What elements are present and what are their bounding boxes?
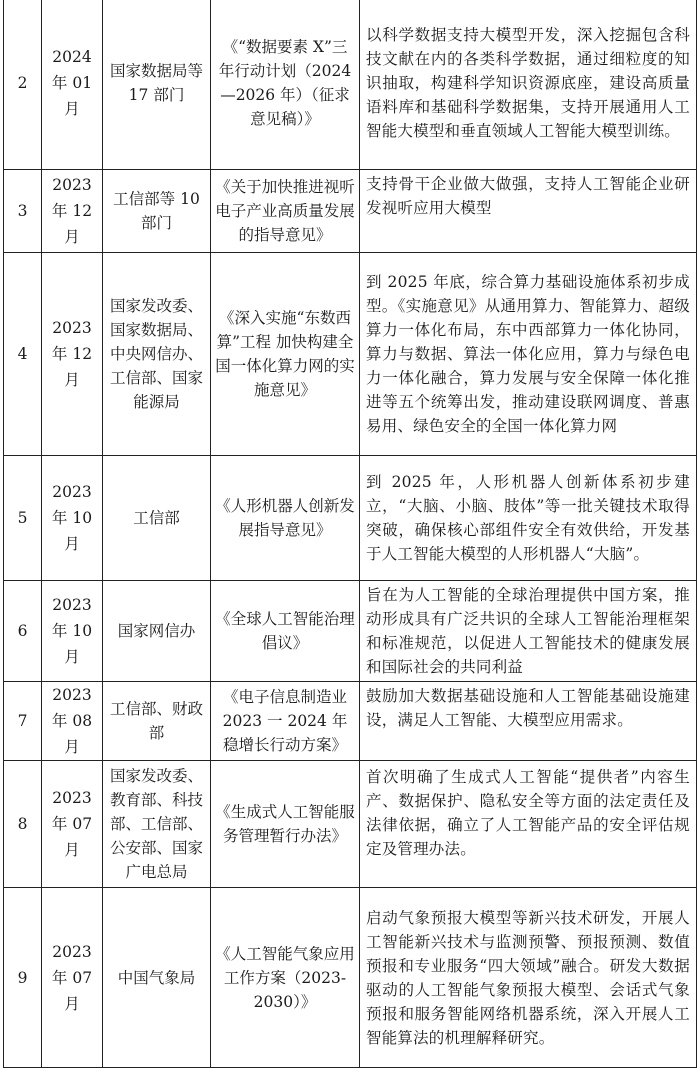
policy-title-cell [211, 761, 360, 888]
date-suffix: 月 [64, 228, 80, 246]
department: 工信部等 10 部门 [113, 190, 200, 232]
date-cell [42, 682, 103, 761]
description-cell [360, 761, 697, 888]
department-cell [103, 888, 211, 1068]
date-month: 年 10 [51, 622, 93, 640]
description: 启动气象预报大模型等新兴技术研发，开展人工智能新兴技术与监测预警、预报预测、数值预报和专业服务“四大领域”融合。研发大数据驱动的人工智能气象预报大模型、会话式气象预报和服务智能网络机器系统，深入开展人工智能算法的机理解释研究。 [366, 908, 690, 1047]
date-suffix: 月 [64, 371, 80, 389]
row-number-cell [4, 761, 42, 888]
date-year: 2023 [52, 789, 92, 807]
row-number: 4 [17, 345, 28, 363]
date-year: 2024 [52, 48, 92, 66]
date-cell [42, 761, 103, 888]
department: 工信部、财政部 [109, 700, 203, 742]
description: 到 2025 年底，综合算力基础设施体系初步成型。《实施意见》从通用算力、智能算力、超级算力一体化布局，东中西部算力一体化协同，算力与数据、算法一体化应用，算力与绿色电力一体化融合，算力发展与安全保障一体化推进等五个统筹出发，推动建设联网调度、普惠易用、绿色安全的全国一体化算力网 [366, 273, 690, 435]
row-number-cell [4, 456, 42, 581]
row-number: 6 [17, 622, 28, 640]
date-cell [42, 581, 103, 682]
date-year: 2023 [52, 686, 92, 704]
date-month: 年 07 [51, 968, 93, 987]
row-number: 2 [17, 74, 28, 92]
policy-title-cell [211, 170, 360, 253]
policy-title: 《生成式人工智能服务管理暂行办法》 [215, 803, 355, 845]
policy-title: 《人形机器人创新发展指导意见》 [215, 497, 355, 539]
table-row [4, 170, 697, 253]
department: 国家发改委、教育部、科技部、工信部、公安部、国家广电总局 [109, 767, 203, 881]
policy-title-cell [211, 682, 360, 761]
table-row [4, 581, 697, 682]
policy-title: 《全球人工智能治理倡议》 [215, 610, 355, 652]
description: 鼓励加大数据基础设施和人工智能基础设施建设，满足人工智能、大模型应用需求。 [366, 687, 690, 729]
description-cell [360, 253, 697, 456]
date-year: 2023 [52, 942, 92, 961]
description: 首次明确了生成式人工智能“提供者”内容生产、数据保护、隐私安全等方面的法定责任及法律依据，确立了人工智能产品的安全评估规定及管理办法。 [366, 768, 690, 858]
row-number: 7 [17, 712, 28, 730]
table-row [4, 682, 697, 761]
policy-title-cell [211, 253, 360, 456]
department-cell [103, 581, 211, 682]
date-suffix: 月 [64, 100, 80, 118]
policy-title-cell [211, 0, 360, 170]
description: 旨在为人工智能的全球治理提供中国方案，推动形成具有广泛共识的全球人工智能治理框架和标准规范，以促进人工智能技术的健康发展和国际社会的共同利益 [366, 586, 690, 676]
department: 国家数据局等 17 部门 [109, 62, 203, 104]
policy-title: 《关于加快推进视听电子产业高质量发展的指导意见》 [215, 178, 355, 244]
date-year: 2023 [52, 319, 92, 337]
table-row [4, 253, 697, 456]
description-cell [360, 0, 697, 170]
description: 支持骨干企业做大做强，支持人工智能企业研发视听应用大模型 [366, 175, 690, 217]
date-cell [42, 253, 103, 456]
policy-table [3, 0, 697, 1068]
description-cell [360, 456, 697, 581]
row-number-cell [4, 888, 42, 1068]
date-suffix: 月 [64, 648, 80, 666]
department-cell [103, 170, 211, 253]
description-cell [360, 888, 697, 1068]
row-number-cell [4, 0, 42, 170]
department: 中国气象局 [117, 968, 196, 987]
row-number-cell [4, 581, 42, 682]
row-number: 8 [17, 815, 28, 833]
policy-title-cell [211, 456, 360, 581]
row-number-cell [4, 682, 42, 761]
description-cell [360, 170, 697, 253]
row-number: 3 [17, 202, 28, 220]
policy-title: 《深入实施“东数西算”工程 加快构建全国一体化算力网的实施意见》 [215, 309, 355, 399]
department: 工信部 [133, 509, 180, 527]
description: 到 2025 年，人形机器人创新体系初步建立，“大脑、小脑、肢体”等一批关键技术取得突破，确保核心部组件安全有效供给，开发基于人工智能大模型的人形机器人“大脑”。 [366, 473, 690, 563]
date-suffix: 月 [64, 738, 80, 756]
date-cell [42, 0, 103, 170]
date-month: 年 12 [51, 345, 93, 363]
date-month: 年 10 [51, 509, 93, 527]
department-cell [103, 456, 211, 581]
date-suffix: 月 [64, 994, 80, 1013]
description-cell [360, 581, 697, 682]
date-year: 2023 [52, 483, 92, 501]
policy-title-cell [211, 581, 360, 682]
department: 国家网信办 [117, 622, 196, 640]
date-cell [42, 456, 103, 581]
date-year: 2023 [52, 176, 92, 194]
policy-title: 《电子信息制造业 2023 一 2024 年稳增长行动方案》 [222, 688, 348, 754]
date-cell [42, 170, 103, 253]
table-row [4, 888, 697, 1068]
date-suffix: 月 [64, 535, 80, 553]
row-number-cell [4, 253, 42, 456]
date-month: 年 01 [51, 74, 93, 92]
row-number: 5 [17, 509, 28, 527]
row-number: 9 [17, 968, 28, 987]
date-suffix: 月 [64, 841, 80, 859]
date-cell [42, 888, 103, 1068]
department-cell [103, 253, 211, 456]
department: 国家发改委、国家数据局、中央网信办、工信部、国家能源局 [109, 297, 203, 411]
department-cell [103, 682, 211, 761]
policy-title-cell [211, 888, 360, 1068]
row-number-cell [4, 170, 42, 253]
date-year: 2023 [52, 596, 92, 614]
table-row [4, 0, 697, 170]
date-month: 年 12 [51, 202, 93, 220]
policy-title: 《人工智能气象应用工作方案（2023-2030）》 [215, 944, 355, 1011]
table-row [4, 456, 697, 581]
department-cell [103, 0, 211, 170]
description-cell [360, 682, 697, 761]
date-month: 年 08 [51, 712, 93, 730]
date-month: 年 07 [51, 815, 93, 833]
department-cell [103, 761, 211, 888]
policy-title: 《“数据要素 X”三年行动计划（2024—2026 年）（征求意见稿）》 [218, 38, 352, 128]
description: 以科学数据支持大模型开发，深入挖掘包含科技文献在内的各类科学数据，通过细粒度的知识抽取，构建科学知识资源底座，建设高质量语料库和基础科学数据集，支持开展通用人工智能大模型和垂直领域人工智能大模型训练。 [366, 26, 690, 140]
table-row [4, 761, 697, 888]
